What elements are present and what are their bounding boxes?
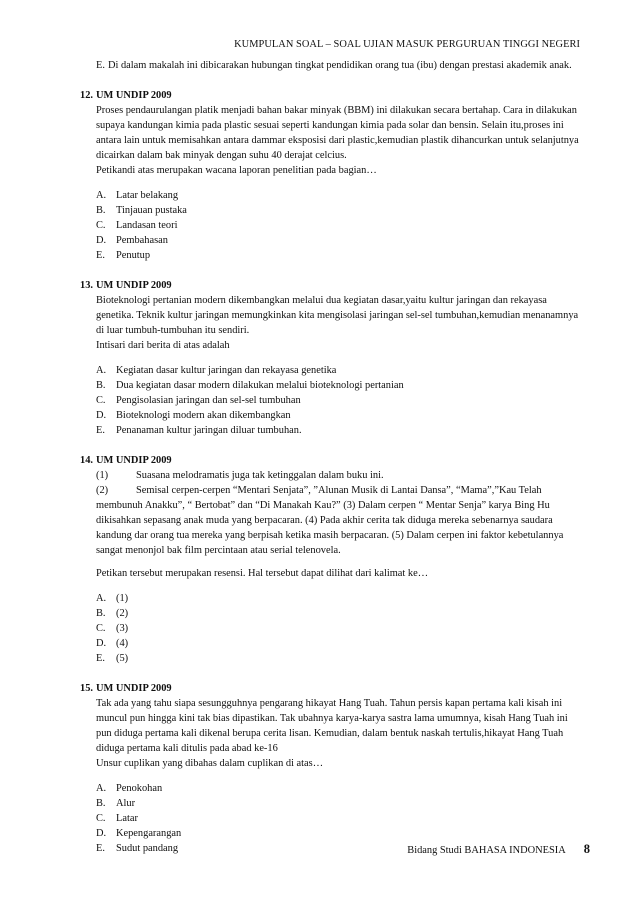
sentence-text: Suasana melodramatis juga tak ketinggalan dalam buku ini. [136,470,384,481]
option-label: E. [96,653,105,664]
option-label: A. [96,593,107,604]
option-e[interactable] [96,423,580,438]
option-b[interactable] [96,203,580,218]
passage: Bioteknologi pertanian modern dikembangkan melalui dua kegiatan dasar,yaitu kultur jaringan dan rekayasa genetika. Teknik kultur jaringan memungkinkan kita mengisolasi jaringan sel-sel tumbuhan,kemudian menanamnya di luar tumbuh-tumbuhan itu sendiri. [96,295,579,336]
option-d[interactable] [96,233,580,248]
option-label: C. [96,813,106,824]
page-content [80,58,580,856]
question-number: 12. [80,90,93,101]
option-e[interactable] [96,651,580,666]
option-c[interactable] [96,811,580,826]
option-d[interactable] [96,826,580,841]
option-label: E. [96,250,105,261]
option-c[interactable] [96,218,580,233]
sentence-number: (2) [96,485,109,496]
option-text: Sudut pandang [116,843,179,854]
question-12 [80,88,580,263]
prompt: Unsur cuplikan yang dibahas dalam cuplikan di atas… [96,758,324,769]
option-label: D. [96,828,107,839]
option-b[interactable] [96,378,580,393]
option-text: Latar belakang [116,190,179,201]
option-text: Pembahasan [116,235,168,246]
option-text: Landasan teori [116,220,178,231]
passage: Proses pendaurulangan platik menjadi bahan bakar minyak (BBM) ini dilakukan secara bertahap. Cara in dilakukan supaya kandungan kimia pada plastic sesuai seperti kandungan kimia pada solar dan bensin. Selain itu,proses ini antara lain untuk memisahkan antara dammar eksposisi dari plastic,kemudian plastik dihancurkan untuk selanjutnya dicairkan dalam bak minyak dengan suhu 40 derajat celcius. [96,105,579,161]
option-label: C. [96,395,106,406]
sentence-text: Semisal cerpen-cerpen “Mentari Senjata”, ”Alunan Musik di Lantai Dansa”, “Mama”,”Kau Telah [136,485,542,496]
option-d[interactable] [96,408,580,423]
option-text: Penokohan [116,783,163,794]
option-a[interactable] [96,781,580,796]
option-label: B. [96,798,106,809]
question-13 [80,278,580,438]
option-label: A. [96,190,107,201]
options-list [96,363,580,438]
option-text: Pengisolasian jaringan dan sel-sel tumbuhan [116,395,301,406]
option-text: (2) [116,608,129,619]
option-label: B. [96,608,106,619]
sentence-2 [96,483,580,498]
option-text: (1) [116,593,129,604]
passage: membunuh Anakku”, “ Bertobat” dan “Di Manakah Kau?” (3) Dalam cerpen “ Mentar Senja” karya Bing Hu dikisahkan sepasang anak muda yang berpacaran. (4) Pada akhir cerita tak diduga mereka sebenarnya saudara kandung dar orang tua mereka yang berpisah ketika masih berpacaran. (5) Dalam cerpen ini faktor kebetulannya sangat menonjol bak film percintaan atau serial telenovela. [96,500,564,556]
footer-subject: Bidang Studi BAHASA INDONESIA [407,845,566,856]
passage: Tak ada yang tahu siapa sesungguhnya pengarang hikayat Hang Tuah. Tahun persis kapan pertama kali kisah ini muncul pun hingga kini tak bias dipastikan. Tak ubahnya karya-karya sastra lama umumnya, kisah Hang Tuah ini pun diduga pertama kali dikenal berupa cerita lisan. Kemudian, dalam bentuk naskah tertulis,hikayat Hang Tuah diduga pertama kali ditulis pada abad ke-16 [96,698,568,754]
option-label: A. [96,783,107,794]
prompt: Intisari dari berita di atas adalah [96,340,230,351]
option-a[interactable] [96,363,580,378]
option-text: Kepengarangan [116,828,182,839]
sentence-number: (1) [96,470,109,481]
option-c[interactable] [96,393,580,408]
question-title: UM UNDIP 2009 [96,280,172,291]
question-number: 15. [80,683,93,694]
option-text: Tinjauan pustaka [116,205,187,216]
page-header: KUMPULAN SOAL – SOAL UJIAN MASUK PERGURUAN TINGGI NEGERI [234,39,580,50]
option-label: C. [96,220,106,231]
option-label: E. [96,843,105,854]
option-text: Penutup [116,250,151,261]
option-a[interactable] [96,188,580,203]
option-d[interactable] [96,636,580,651]
option-label: D. [96,410,107,421]
option-label: E. [96,425,105,436]
option-text: Bioteknologi modern akan dikembangkan [116,410,291,421]
sentence-1 [96,468,580,483]
option-b[interactable] [96,796,580,811]
options-list [96,188,580,263]
option-label: E. [96,60,105,71]
option-text: (3) [116,623,129,634]
option-a[interactable] [96,591,580,606]
question-number: 13. [80,280,93,291]
option-text: Penanaman kultur jaringan diluar tumbuhan. [116,425,302,436]
option-text: Dua kegiatan dasar modern dilakukan melalui bioteknologi pertanian [116,380,404,391]
option-text: (5) [116,653,129,664]
question-title: UM UNDIP 2009 [96,90,172,101]
page-number: 8 [583,842,590,856]
page-footer [407,842,590,858]
option-label: B. [96,380,106,391]
option-label: B. [96,205,106,216]
options-list [96,591,580,666]
option-c[interactable] [96,621,580,636]
question-title: UM UNDIP 2009 [96,683,172,694]
prompt: Petikandi atas merupakan wacana laporan penelitian pada bagian… [96,165,377,176]
option-text: Latar [116,813,138,824]
question-title: UM UNDIP 2009 [96,455,172,466]
option-b[interactable] [96,606,580,621]
option-label: D. [96,638,107,649]
option-e[interactable] [96,248,580,263]
option-label: D. [96,235,107,246]
option-label: C. [96,623,106,634]
option-text: (4) [116,638,129,649]
question-14 [80,453,580,666]
carryover-option [80,58,580,73]
option-text: Alur [116,798,136,809]
question-number: 14. [80,455,93,466]
option-label: A. [96,365,107,376]
question-15 [80,681,580,856]
option-text: Kegiatan dasar kultur jaringan dan rekayasa genetika [116,365,337,376]
option-text: Di dalam makalah ini dibicarakan hubungan tingkat pendidikan orang tua (ibu) dengan prestasi akademik anak. [108,60,572,71]
prompt: Petikan tersebut merupakan resensi. Hal tersebut dapat dilihat dari kalimat ke… [96,568,429,579]
